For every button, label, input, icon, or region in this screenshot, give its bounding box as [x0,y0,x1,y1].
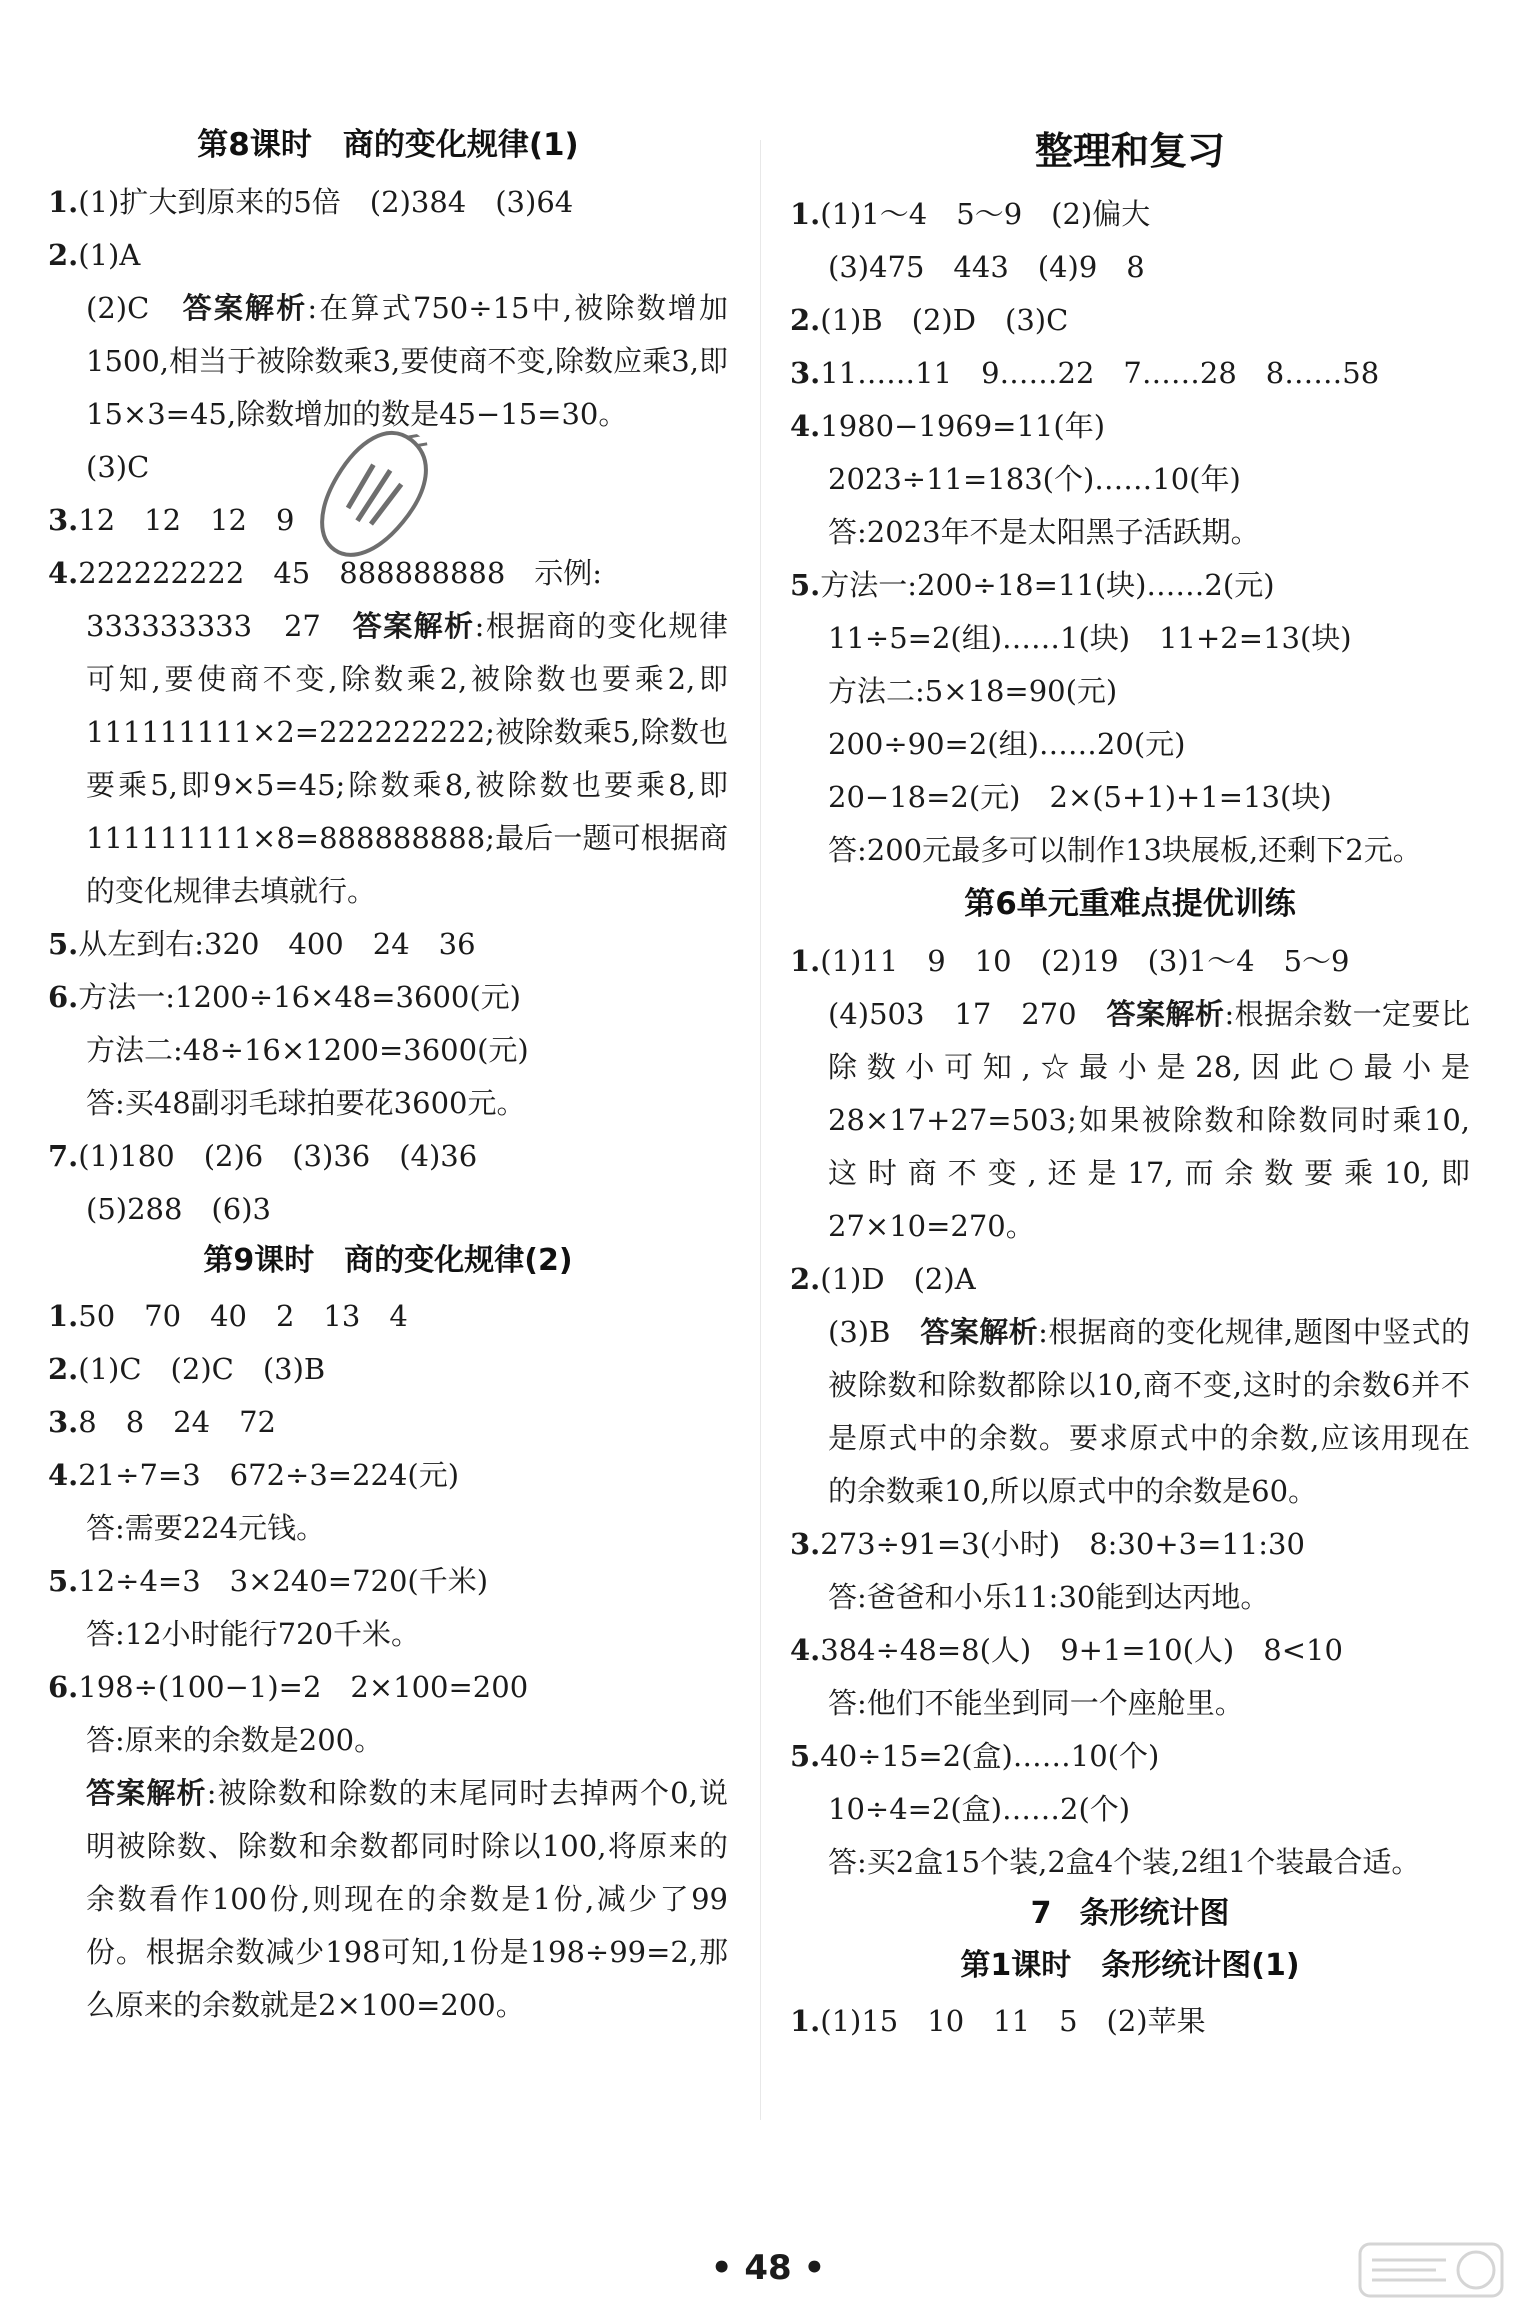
review-heading: 整理和复习 [1034,129,1225,173]
answer-4: 4.222222222 45 888888888 示例: [48,556,603,590]
unit6-answer-5: 5.40÷15=2(盒)……10(个) [790,1739,1160,1773]
review-answer-1: 1.(1)1～4 5～9 (2)偏大 [790,197,1151,231]
answer-2-part-3: (3)C [86,450,150,484]
unit6-answer-4: 4.384÷48=8(人) 9+1=10(人) 8<10 [790,1633,1343,1667]
review-answer-2: 2.(1)B (2)D (3)C [790,303,1069,337]
unit6-answer-3-line-2: 答:爸爸和小乐11:30能到达丙地。 [828,1580,1270,1614]
unit6-answer-2: 2.(1)D (2)A [790,1262,976,1296]
review-answer-5-line-3: 方法二:5×18=90(元) [828,674,1118,708]
column-divider [760,140,761,2120]
l9-answer-5-line-2: 答:12小时能行720千米。 [86,1617,421,1651]
answer-6: 6.方法一:1200÷16×48=3600(元) [48,980,521,1014]
l9-answer-4: 4.21÷7=3 672÷3=224(元) [48,1458,460,1492]
answer-7-line-2: (5)288 (6)3 [86,1192,271,1226]
l9-answer-4-line-2: 答:需要224元钱。 [86,1511,326,1545]
chapter-7-heading: 7 条形统计图 [1030,1896,1230,1931]
answer-5: 5.从左到右:320 400 24 36 [48,927,476,961]
unit6-answer-5-line-3: 答:买2盒15个装,2盒4个装,2组1个装最合适。 [828,1845,1421,1879]
review-answer-3: 3.11……11 9……22 7……28 8……58 [790,356,1380,390]
review-answer-5-line-4: 200÷90=2(组)……20(元) [828,727,1186,761]
review-answer-5-line-5: 20−18=2(元) 2×(5+1)+1=13(块) [828,780,1332,814]
right-column [790,118,1470,2048]
page-number: • 48 • [710,2248,826,2288]
unit6-answer-2-explanation: (3)B 答案解析:根据商的变化规律,题图中竖式的被除数和除数都除以10,商不变,这时的余数6并不是原式中的余数。要求原式中的余数,应该用现在的余数乘10,所以原式中的余数是60。 [828,1315,1470,1508]
chart-lesson-answer-1: 1.(1)15 10 11 5 (2)苹果 [790,2004,1206,2038]
l9-answer-3: 3.8 8 24 72 [48,1405,276,1439]
review-answer-5-line-6: 答:200元最多可以制作13块展板,还剩下2元。 [828,833,1422,867]
l9-answer-2: 2.(1)C (2)C (3)B [48,1352,326,1386]
answer-6-line-2: 方法二:48÷16×1200=3600(元) [86,1033,529,1067]
review-answer-4-line-2: 2023÷11=183(个)……10(年) [828,462,1241,496]
unit6-answer-4-line-2: 答:他们不能坐到同一个座舱里。 [828,1686,1244,1720]
review-answer-4: 4.1980−1969=11(年) [790,409,1106,443]
l9-answer-6: 6.198÷(100−1)=2 2×100=200 [48,1670,529,1704]
answer-6-line-3: 答:买48副羽毛球拍要花3600元。 [86,1086,526,1120]
l9-answer-6-line-2: 答:原来的余数是200。 [86,1723,384,1757]
lesson-1-heading: 第1课时 条形统计图(1) [960,1948,1300,1983]
unit-6-heading: 第6单元重难点提优训练 [964,886,1296,922]
unit6-answer-5-line-2: 10÷4=2(盒)……2(个) [828,1792,1131,1826]
site-watermark-icon [1356,2238,1506,2302]
review-answer-1-line-2: (3)475 443 (4)9 8 [828,250,1145,284]
lesson-8-heading: 第8课时 商的变化规律(1) [197,127,579,163]
lesson-9-heading: 第9课时 商的变化规律(2) [203,1243,573,1278]
review-answer-4-line-3: 答:2023年不是太阳黑子活跃期。 [828,515,1260,549]
answer-2-explanation: (2)C 答案解析:在算式750÷15中,被除数增加1500,相当于被除数乘3,要使商不变,除数应乘3,即15×3=45,除数增加的数是45−15=30。 [86,291,728,431]
review-answer-5: 5.方法一:200÷18=11(块)……2(元) [790,568,1275,602]
answer-4-explanation: 333333333 27 答案解析:根据商的变化规律可知,要使商不变,除数乘2,被除数也要乘2,即111111111×2=222222222;被除数乘5,除数也要乘5,即9×5=45;除数乘8,被除数也要乘8,即111111111×8=888888888;最后一题可根据商的变化规律去填就行。 [86,609,728,908]
review-answer-5-line-2: 11÷5=2(组)……1(块) 11+2=13(块) [828,621,1352,655]
l9-answer-6-explanation: 答案解析:被除数和除数的末尾同时去掉两个0,说明被除数、除数和余数都同时除以100,将原来的余数看作100份,则现在的余数是1份,减少了99份。根据余数减少198可知,1份是198÷99=2,那么原来的余数就是2×100=200。 [86,1776,728,2022]
l9-answer-5: 5.12÷4=3 3×240=720(千米) [48,1564,489,1598]
l9-answer-1: 1.50 70 40 2 13 4 [48,1299,408,1333]
unit6-answer-1: 1.(1)11 9 10 (2)19 (3)1～4 5～9 [790,944,1350,978]
answer-3: 3.12 12 12 9 [48,503,295,537]
unit6-answer-3: 3.273÷91=3(小时) 8:30+3=11:30 [790,1527,1305,1561]
answer-7: 7.(1)180 (2)6 (3)36 (4)36 [48,1139,478,1173]
answer-1: 1.(1)扩大到原来的5倍 (2)384 (3)64 [48,185,574,219]
left-column [48,118,728,2032]
answer-2: 2.(1)A [48,238,141,272]
unit6-answer-1-explanation: (4)503 17 270 答案解析:根据余数一定要比除数小可知,☆最小是28,因此○最小是28×17+27=503;如果被除数和除数同时乘10,这时商不变,还是17,而余数要乘10,即27×10=270。 [828,997,1470,1243]
